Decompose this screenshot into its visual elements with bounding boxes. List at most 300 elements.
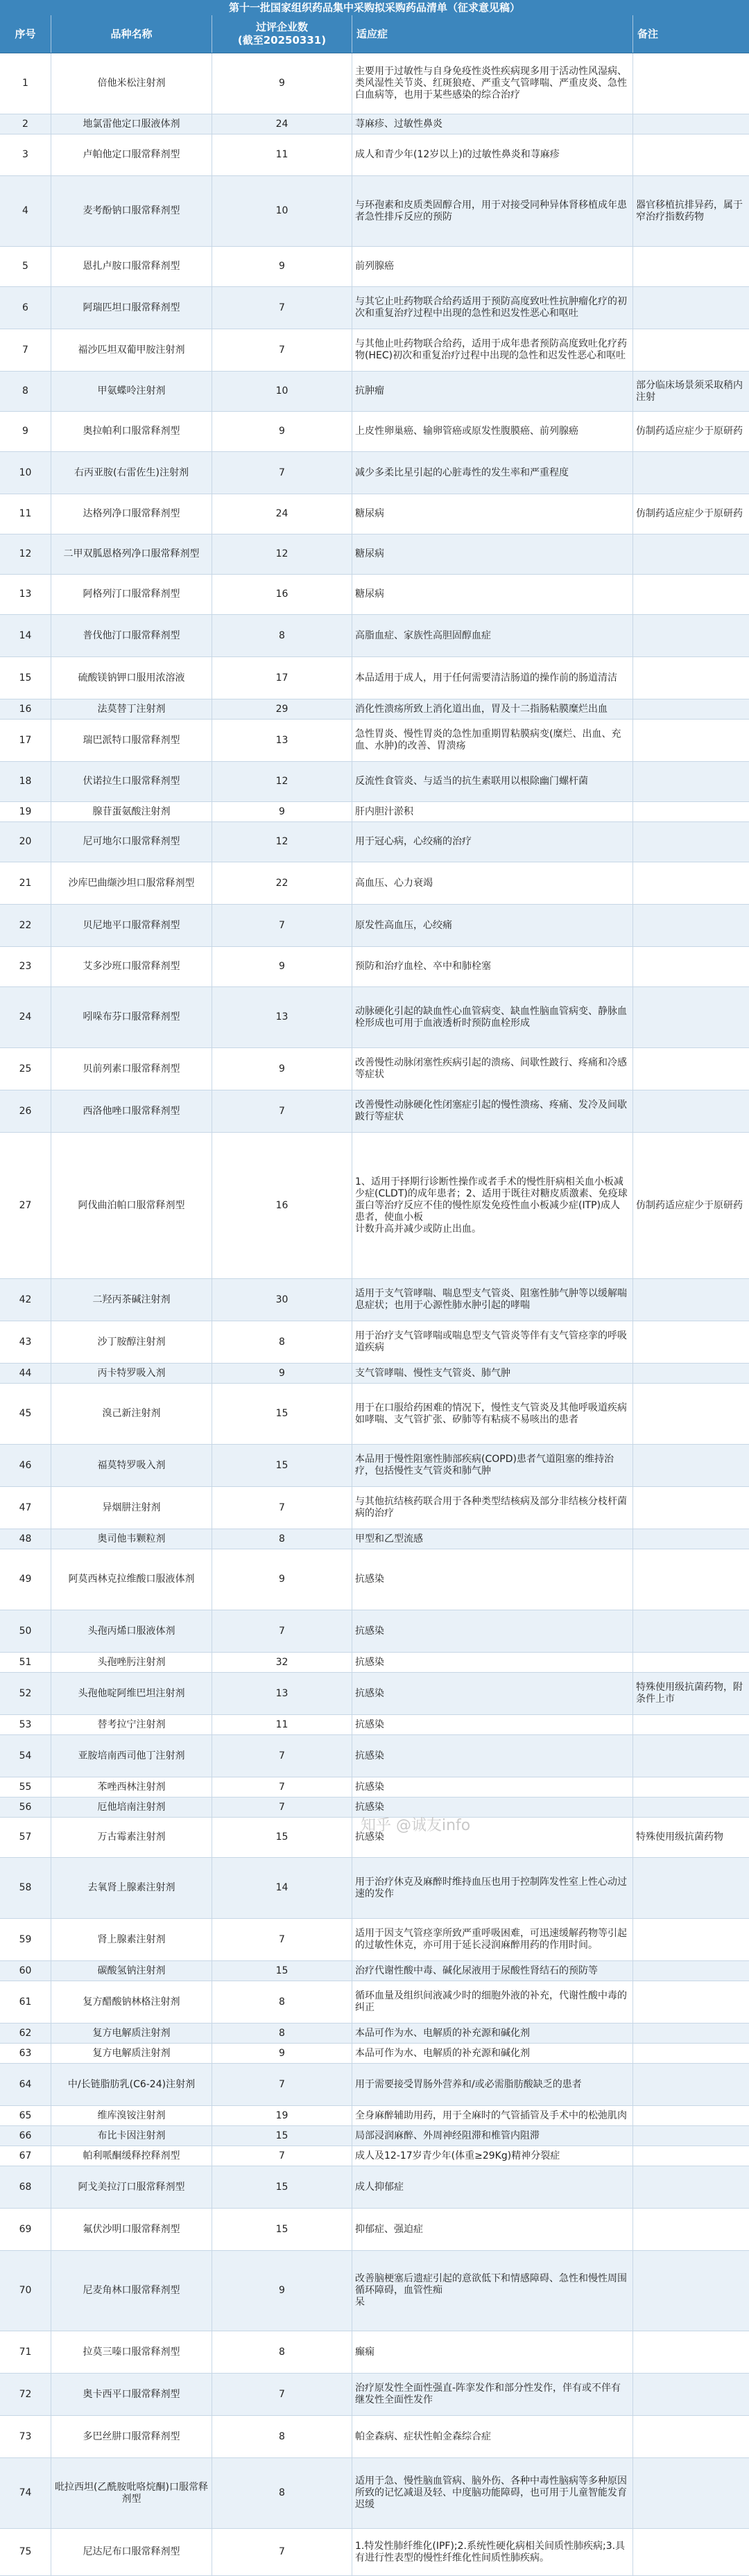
cell-note [633,2044,749,2063]
cell-name: 恩扎卢胺口服常释剂型 [51,247,212,286]
cell-indication: 成人及12-17岁青少年(体重≥29Kg)精神分裂症 [352,2146,633,2166]
table-row [0,114,749,134]
table-row [0,134,749,176]
cell-note [633,1487,749,1529]
cell-name: 卢帕他定口服常释剂型 [51,134,212,175]
cell-count: 9 [212,802,352,821]
cell-count: 15 [212,1384,352,1444]
cell-no: 13 [0,575,51,614]
table-row [0,1653,749,1673]
cell-indication: 高血压、心力衰竭 [352,862,633,904]
cell-no: 75 [0,2529,51,2575]
cell-count: 17 [212,657,352,699]
cell-count: 8 [212,2024,352,2043]
cell-name: 复方电解质注射剂 [51,2024,212,2043]
cell-no: 10 [0,452,51,494]
cell-note [633,452,749,494]
cell-no: 21 [0,862,51,904]
cell-count: 32 [212,1653,352,1672]
cell-count: 9 [212,53,352,114]
cell-no: 12 [0,534,51,574]
cell-no: 52 [0,1673,51,1714]
cell-name: 倍他米松注射剂 [51,53,212,114]
table-row [0,720,749,762]
table-row [0,329,749,372]
cell-indication: 治疗原发性全面性强直-阵挛发作和部分性发作，伴有或不伴有继发性全面性发作 [352,2374,633,2415]
cell-no: 50 [0,1610,51,1652]
cell-note [633,2416,749,2457]
cell-no: 23 [0,947,51,986]
cell-note [633,699,749,719]
cell-name: 头孢丙烯口服液体剂 [51,1610,212,1652]
cell-note [633,2106,749,2125]
cell-indication: 原发性高血压，心绞痛 [352,905,633,946]
cell-indication: 适用于支气管哮喘、喘息型支气管炎、阻塞性肺气肿等以缓解喘息症状；也用于心源性肺水肿引起的哮喘 [352,1279,633,1321]
cell-count: 7 [212,2064,352,2105]
cell-name: 达格列净口服常释剂型 [51,494,212,534]
table-row [0,1610,749,1653]
table-row [0,1364,749,1384]
cell-indication: 治疗代谢性酸中毒、碱化尿液用于尿酸性肾结石的预防等 [352,1961,633,1981]
cell-note [633,1549,749,1610]
cell-note [633,1777,749,1797]
cell-name: 帕利哌酮缓释控释剂型 [51,2146,212,2166]
cell-name: 法莫替丁注射剂 [51,699,212,719]
cell-no: 70 [0,2251,51,2331]
cell-indication: 癫痫 [352,2331,633,2373]
cell-count: 12 [212,762,352,801]
table-row [0,1133,749,1279]
table-row [0,2146,749,2166]
cell-name: 贝尼地平口服常释剂型 [51,905,212,946]
cell-indication: 动脉硬化引起的缺血性心血管病变、缺血性脑血管病变、静脉血栓形成也可用于血液透析时预防血栓形成 [352,987,633,1047]
cell-no: 58 [0,1858,51,1918]
cell-note [633,2146,749,2166]
cell-count: 9 [212,1048,352,1090]
cell-name: 普伐他汀口服常释剂型 [51,615,212,656]
cell-count: 7 [212,329,352,371]
cell-note [633,1321,749,1363]
table-row [0,2416,749,2458]
cell-note [633,1715,749,1734]
cell-name: 腺苷蛋氨酸注射剂 [51,802,212,821]
table-row [0,1445,749,1487]
cell-no: 26 [0,1090,51,1132]
cell-name: 亚胺培南西司他丁注射剂 [51,1735,212,1777]
cell-indication: 成人抑郁症 [352,2166,633,2208]
header-count: 过评企业数 (截至20250331) [212,15,352,53]
cell-count: 7 [212,1919,352,1960]
cell-note [633,862,749,904]
cell-note [633,287,749,329]
cell-name: 阿瑞匹坦口服常释剂型 [51,287,212,329]
cell-count: 14 [212,1858,352,1918]
cell-note [633,802,749,821]
cell-count: 13 [212,987,352,1047]
cell-indication: 糖尿病 [352,575,633,614]
cell-name: 艾多沙班口服常释剂型 [51,947,212,986]
table-row [0,1858,749,1919]
cell-no: 62 [0,2024,51,2043]
cell-indication: 支气管哮喘、慢性支气管炎、肺气肿 [352,1364,633,1383]
cell-no: 20 [0,822,51,862]
cell-no: 68 [0,2166,51,2208]
cell-name: 复方电解质注射剂 [51,2044,212,2063]
cell-name: 尼可地尔口服常释剂型 [51,822,212,862]
cell-name: 瑞巴派特口服常释剂型 [51,720,212,761]
cell-no: 53 [0,1715,51,1734]
cell-name: 右丙亚胺(右雷佐生)注射剂 [51,452,212,494]
cell-name: 去氧肾上腺素注射剂 [51,1858,212,1918]
table-row [0,452,749,494]
cell-indication: 适用于因支气管痉挛所致严重呼吸困难，可迅速缓解药物等引起的过敏性休克，亦可用于延长浸润麻醉用药的作用时间。 [352,1919,633,1960]
cell-indication: 本品可作为水、电解质的补充源和碱化剂 [352,2024,633,2043]
cell-name: 硫酸镁钠钾口服用浓溶液 [51,657,212,699]
table-row [0,1487,749,1529]
cell-count: 8 [212,1321,352,1363]
cell-indication: 抗感染 [352,1673,633,1714]
cell-note [633,615,749,656]
cell-no: 42 [0,1279,51,1321]
table-row [0,1981,749,2024]
cell-no: 2 [0,114,51,134]
cell-name: 贝前列素口服常释剂型 [51,1048,212,1090]
cell-name: 丙卡特罗吸入剂 [51,1364,212,1383]
cell-name: 中/长链脂肪乳(C6-24)注射剂 [51,2064,212,2105]
cell-indication: 改善慢性动脉闭塞性疾病引起的溃疡、间歇性跛行、疼痛和冷感等症状 [352,1048,633,1090]
cell-no: 71 [0,2331,51,2373]
table-row [0,947,749,987]
cell-name: 溴己新注射剂 [51,1384,212,1444]
cell-indication: 高脂血症、家族性高胆固醇血症 [352,615,633,656]
cell-no: 56 [0,1798,51,1817]
cell-count: 7 [212,1735,352,1777]
cell-count: 12 [212,534,352,574]
table-row [0,615,749,657]
cell-indication: 本品可作为水、电解质的补充源和碱化剂 [352,2044,633,2063]
cell-name: 麦考酚钠口服常释剂型 [51,176,212,246]
table-row [0,575,749,615]
cell-count: 24 [212,114,352,134]
cell-count: 9 [212,1364,352,1383]
cell-count: 16 [212,1133,352,1278]
cell-note [633,2529,749,2575]
cell-no: 1 [0,53,51,114]
cell-name: 苯唑西林注射剂 [51,1777,212,1797]
cell-no: 49 [0,1549,51,1610]
cell-indication: 成人和青少年(12岁以上)的过敏性鼻炎和荨麻疹 [352,134,633,175]
cell-indication: 抗感染 [352,1715,633,1734]
cell-count: 7 [212,2374,352,2415]
table-row [0,2209,749,2251]
table-row [0,2529,749,2576]
cell-note [633,1529,749,1549]
cell-no: 51 [0,1653,51,1672]
cell-note [633,1445,749,1486]
cell-count: 9 [212,412,352,451]
table-row [0,1777,749,1798]
cell-note [633,657,749,699]
cell-note [633,1279,749,1321]
cell-note [633,1858,749,1918]
table-row [0,1048,749,1090]
cell-note [633,2024,749,2043]
table-row [0,412,749,452]
cell-no: 59 [0,1919,51,1960]
cell-indication: 用于在口服给药困难的情况下，慢性支气管炎及其他呼吸道疾病如哮喘、支气管扩张、矽肺等有粘痰不易咳出的患者 [352,1384,633,1444]
cell-name: 奥拉帕利口服常释剂型 [51,412,212,451]
cell-count: 13 [212,720,352,761]
table-row [0,2374,749,2416]
cell-note [633,1961,749,1981]
cell-count: 13 [212,1673,352,1714]
cell-name: 维库溴铵注射剂 [51,2106,212,2125]
cell-no: 73 [0,2416,51,2457]
cell-note [633,947,749,986]
cell-note [633,134,749,175]
cell-indication: 抗感染 [352,1653,633,1672]
cell-no: 9 [0,412,51,451]
cell-no: 45 [0,1384,51,1444]
cell-count: 12 [212,822,352,862]
cell-no: 46 [0,1445,51,1486]
cell-count: 30 [212,1279,352,1321]
sheet-title: 第十一批国家组织药品集中采购拟采购药品清单（征求意见稿） [0,0,749,15]
cell-note [633,2458,749,2528]
table-row [0,2166,749,2209]
cell-count: 7 [212,2146,352,2166]
table-row [0,699,749,720]
cell-no: 44 [0,1364,51,1383]
cell-name: 二羟丙茶碱注射剂 [51,1279,212,1321]
cell-count: 7 [212,452,352,494]
cell-note [633,1610,749,1652]
cell-name: 沙丁胺醇注射剂 [51,1321,212,1363]
cell-no: 61 [0,1981,51,2023]
cell-indication: 抗感染 [352,1549,633,1610]
cell-name: 吲哚布芬口服常释剂型 [51,987,212,1047]
table-row [0,53,749,114]
cell-indication: 抑郁症、强迫症 [352,2209,633,2250]
cell-no: 14 [0,615,51,656]
cell-no: 18 [0,762,51,801]
cell-name: 尼达尼布口服常释剂型 [51,2529,212,2575]
table-row [0,2024,749,2044]
cell-indication: 减少多柔比星引起的心脏毒性的发生率和严重程度 [352,452,633,494]
cell-count: 9 [212,1549,352,1610]
cell-indication: 糖尿病 [352,534,633,574]
cell-indication: 全身麻醉辅助用药，用于全麻时的气管插管及手术中的松弛肌肉 [352,2106,633,2125]
cell-indication: 用于治疗休克及麻醉时维持血压也用于控制阵发性室上性心动过速的发作 [352,1858,633,1918]
cell-no: 74 [0,2458,51,2528]
table-row [0,287,749,329]
cell-no: 19 [0,802,51,821]
cell-indication: 抗感染 [352,1798,633,1817]
cell-name: 奥卡西平口服常释剂型 [51,2374,212,2415]
cell-indication: 糖尿病 [352,494,633,534]
cell-name: 阿格列汀口服常释剂型 [51,575,212,614]
table-row [0,534,749,575]
cell-note [633,987,749,1047]
cell-indication: 抗感染 [352,1777,633,1797]
cell-count: 9 [212,947,352,986]
cell-indication: 改善脑梗塞后遗症引起的意欲低下和情感障碍、急性和慢性周围循环障碍，血管性痴 呆 [352,2251,633,2331]
cell-no: 65 [0,2106,51,2125]
cell-name: 多巴丝肼口服常释剂型 [51,2416,212,2457]
cell-count: 8 [212,2331,352,2373]
table-row [0,1321,749,1364]
header-indication: 适应症 [352,15,633,53]
cell-no: 3 [0,134,51,175]
table-body [0,53,749,2576]
table-row [0,1919,749,1961]
cell-no: 25 [0,1048,51,1090]
cell-count: 9 [212,2251,352,2331]
cell-count: 15 [212,2126,352,2146]
cell-no: 43 [0,1321,51,1363]
cell-name: 头孢他啶阿维巴坦注射剂 [51,1673,212,1714]
cell-indication: 与其它止吐药物联合给药适用于预防高度致吐性抗肿瘤化疗的初次和重复治疗过程中出现的急性和迟发性恶心和呕吐 [352,287,633,329]
cell-name: 奥司他韦颗粒剂 [51,1529,212,1549]
cell-indication: 1.特发性肺纤维化(IPF);2.系统性硬化病相关间质性肺疾病;3.具有进行性表型的慢性纤维化性间质性肺疾病。 [352,2529,633,2575]
cell-name: 碳酸氢钠注射剂 [51,1961,212,1981]
cell-note [633,720,749,761]
header-name: 品种名称 [51,15,212,53]
cell-no: 5 [0,247,51,286]
cell-note [633,1364,749,1383]
table-row [0,2044,749,2064]
cell-indication: 抗感染 [352,1610,633,1652]
cell-no: 27 [0,1133,51,1278]
cell-no: 48 [0,1529,51,1549]
cell-count: 8 [212,2458,352,2528]
cell-indication: 帕金森病、症状性帕金森综合症 [352,2416,633,2457]
cell-indication: 甲型和乙型流感 [352,1529,633,1549]
cell-note [633,53,749,114]
cell-name: 甲氨蝶呤注射剂 [51,372,212,411]
cell-count: 7 [212,2529,352,2575]
cell-indication: 适用于急、慢性脑血管病、脑外伤、各种中毒性脑病等多种原因所致的记忆减退及轻、中度脑功能障碍，也可用于儿童智能发育迟缓 [352,2458,633,2528]
cell-count: 7 [212,1090,352,1132]
table-row [0,762,749,802]
table-row [0,1549,749,1610]
cell-no: 55 [0,1777,51,1797]
cell-count: 8 [212,615,352,656]
cell-note [633,114,749,134]
cell-note [633,329,749,371]
cell-indication: 用于需要接受胃肠外营养和/或必需脂肪酸缺乏的患者 [352,2064,633,2105]
cell-indication: 循环血量及组织间液减少时的细胞外液的补充，代谢性酸中毒的纠正 [352,1981,633,2023]
cell-no: 11 [0,494,51,534]
header-note: 备注 [637,27,659,40]
table-row [0,2331,749,2374]
table-row [0,2251,749,2331]
cell-no: 15 [0,657,51,699]
table-row [0,1673,749,1715]
cell-indication: 反流性食管炎、与适当的抗生素联用以根除幽门螺杆菌 [352,762,633,801]
table-header [0,15,749,53]
cell-count: 7 [212,1777,352,1797]
cell-name: 二甲双胍恩格列净口服常释剂型 [51,534,212,574]
cell-count: 7 [212,1798,352,1817]
table-row [0,372,749,412]
cell-count: 15 [212,1961,352,1981]
cell-name: 头孢唑肟注射剂 [51,1653,212,1672]
cell-indication: 本品适用于成人，用于任何需要清洁肠道的操作前的肠道清洁 [352,657,633,699]
cell-name: 异烟肼注射剂 [51,1487,212,1529]
cell-count: 7 [212,905,352,946]
cell-count: 22 [212,862,352,904]
cell-indication: 1、适用于择期行诊断性操作或者手术的慢性肝病相关血小板减少症(CLDT)的成年患者；2、适用于既往对糖皮质激素、免疫球蛋白等治疗反应不佳的慢性原发免疫性血小板减少症(ITP)成人患者，使血小板 计数升高并减少或防止出血。 [352,1133,633,1278]
cell-indication: 荨麻疹、过敏性鼻炎 [352,114,633,134]
cell-indication: 改善慢性动脉硬化性闭塞症引起的慢性溃疡、疼痛、发冷及间歇跛行等症状 [352,1090,633,1132]
cell-count: 11 [212,1715,352,1734]
cell-no: 47 [0,1487,51,1529]
cell-indication: 抗感染 [352,1735,633,1777]
cell-note [633,905,749,946]
cell-name: 万古霉素注射剂 [51,1818,212,1857]
cell-count: 10 [212,176,352,246]
cell-count: 11 [212,134,352,175]
cell-count: 9 [212,247,352,286]
cell-note [633,762,749,801]
cell-indication: 与其他抗结核药联合用于各种类型结核病及部分非结核分枝杆菌病的治疗 [352,1487,633,1529]
cell-indication: 上皮性卵巢癌、输卵管癌或原发性腹膜癌、前列腺癌 [352,412,633,451]
cell-count: 8 [212,1981,352,2023]
table-row [0,1735,749,1777]
cell-note: 仿制药适应症少于原研药 [636,426,743,437]
cell-note [633,534,749,574]
cell-note [633,1919,749,1960]
cell-indication: 消化性溃疡所致上消化道出血，胃及十二指肠粘膜糜烂出血 [352,699,633,719]
cell-note [633,575,749,614]
cell-count: 10 [212,372,352,411]
cell-note: 仿制药适应症少于原研药 [636,508,743,519]
cell-count: 24 [212,494,352,534]
cell-no: 60 [0,1961,51,1981]
cell-name: 拉莫三嗪口服常释剂型 [51,2331,212,2373]
cell-no: 7 [0,329,51,371]
watermark: 知乎 @诚友info [361,1817,471,1834]
cell-name: 阿戈美拉汀口服常释剂型 [51,2166,212,2208]
table-row [0,1798,749,1818]
cell-no: 69 [0,2209,51,2250]
cell-note [633,2166,749,2208]
cell-note: 部分临床场景须采取稍内注射 [636,379,743,403]
cell-note [633,1798,749,1817]
table-row [0,1961,749,1981]
cell-name: 复方醋酸钠林格注射剂 [51,1981,212,2023]
cell-name: 地氯雷他定口服液体剂 [51,114,212,134]
table-row [0,1529,749,1549]
cell-indication: 局部浸润麻醉、外周神经阻滞和椎管内阻滞 [352,2126,633,2146]
header-no: 序号 [0,15,51,53]
cell-note [633,2331,749,2373]
table-row [0,1818,749,1858]
cell-count: 15 [212,2166,352,2208]
cell-note [633,1735,749,1777]
cell-no: 63 [0,2044,51,2063]
table-row [0,1384,749,1445]
cell-name: 氟伏沙明口服常释剂型 [51,2209,212,2250]
cell-indication: 抗感染 [352,1818,633,1857]
cell-note [633,2374,749,2415]
cell-indication: 与其他止吐药物联合给药，适用于成年患者预防高度致吐化疗药物(HEC)初次和重复治疗过程中出现的急性和迟发性恶心和呕吐 [352,329,633,371]
cell-note [633,2251,749,2331]
cell-count: 19 [212,2106,352,2125]
cell-count: 7 [212,1487,352,1529]
cell-note [633,2126,749,2146]
